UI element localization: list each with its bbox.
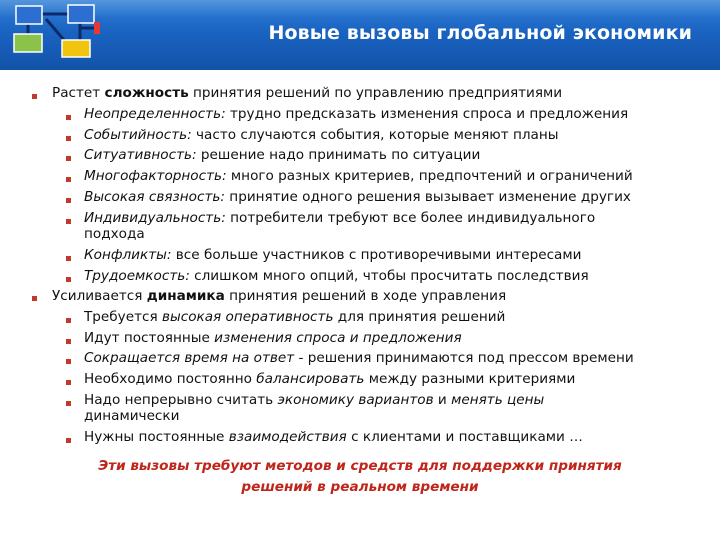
section2-item: Требуется высокая оперативность для принятия решений <box>84 309 506 325</box>
network-diagram-icon <box>8 2 108 62</box>
sub-bullet-icon <box>66 256 71 261</box>
header-shine <box>0 0 720 18</box>
slide-header <box>0 0 720 70</box>
section1-item: Конфликты: все больше участников с противоречивыми интересами <box>84 247 582 263</box>
section1-item: Индивидуальность: потребители требуют все более индивидуального <box>84 210 596 226</box>
section2-item: Нужны постоянные взаимодействия с клиентами и поставщиками … <box>84 429 583 445</box>
section2-heading: Усиливается динамика принятия решений в ходе управления <box>52 288 507 304</box>
sub-bullet-icon <box>66 156 71 161</box>
bullet-icon <box>32 94 37 99</box>
sub-bullet-icon <box>66 380 71 385</box>
sub-bullet-icon <box>66 219 71 224</box>
section2-item: Идут постоянные изменения спроса и предложения <box>84 330 462 346</box>
sub-bullet-icon <box>66 115 71 120</box>
sub-bullet-icon <box>66 136 71 141</box>
section1-item: Высокая связность: принятие одного решения вызывает изменение других <box>84 189 631 205</box>
conclusion-text <box>0 456 720 498</box>
sub-bullet-icon <box>66 438 71 443</box>
section2-item: Необходимо постоянно балансировать между разными критериями <box>84 371 576 387</box>
section1-item: Трудоемкость: слишком много опций, чтобы просчитать последствия <box>84 268 589 284</box>
conclusion-line: Эти вызовы требуют методов и средств для поддержки принятия <box>98 458 622 474</box>
section1-item: Событийность: часто случаются события, которые меняют планы <box>84 127 559 143</box>
sub-bullet-icon <box>66 359 71 364</box>
sub-bullet-icon <box>66 277 71 282</box>
sub-bullet-icon <box>66 339 71 344</box>
section1-item: Ситуативность: решение надо принимать по ситуации <box>84 147 481 163</box>
sub-bullet-icon <box>66 198 71 203</box>
conclusion-line: решений в реальном времени <box>241 479 479 495</box>
sub-bullet-icon <box>66 177 71 182</box>
slide-title: Новые вызовы глобальной экономики <box>268 22 692 44</box>
section2-item: Сокращается время на ответ - решения принимаются под прессом времени <box>84 350 634 366</box>
section2-item-continuation: динамически <box>84 408 180 424</box>
section2-item: Надо непрерывно считать экономику вариантов и менять цены <box>84 392 545 408</box>
section1-heading: Растет сложность принятия решений по управлению предприятиями <box>52 85 563 101</box>
bullet-icon <box>32 296 37 301</box>
section1-item: Неопределенность: трудно предсказать изменения спроса и предложения <box>84 106 629 122</box>
section1-item-continuation: подхода <box>84 226 145 242</box>
sub-bullet-icon <box>66 401 71 406</box>
section1-item: Многофакторность: много разных критериев, предпочтений и ограничений <box>84 168 633 184</box>
sub-bullet-icon <box>66 318 71 323</box>
